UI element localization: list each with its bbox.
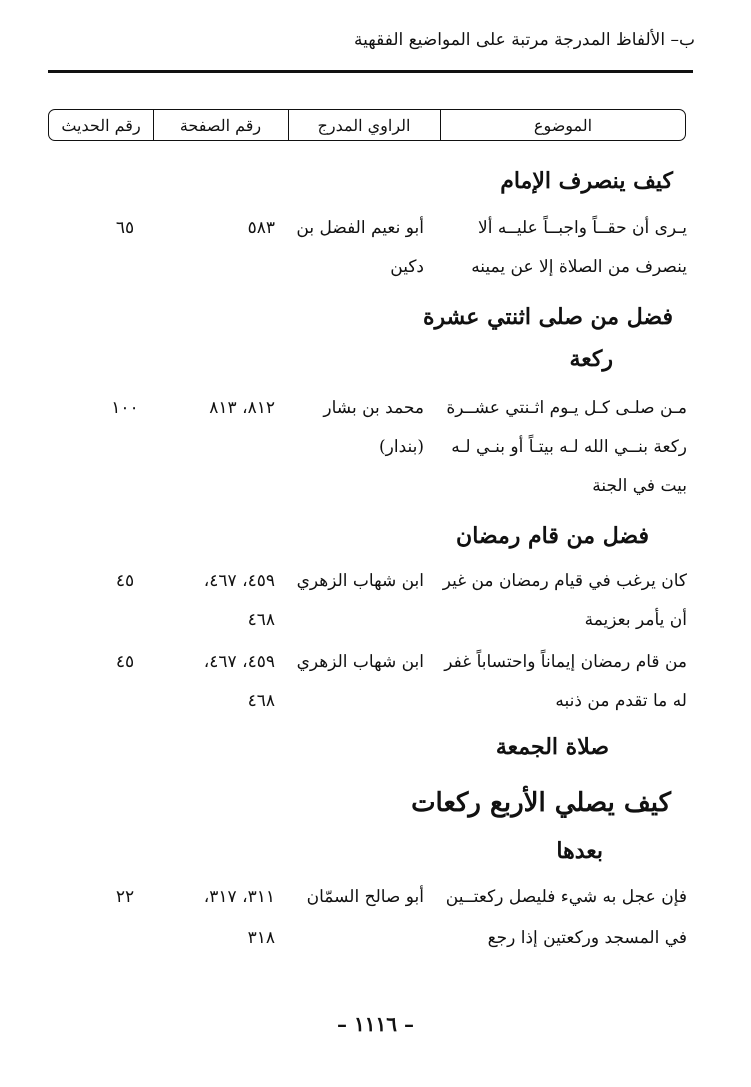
column-header xyxy=(48,109,686,141)
column-hadith: رقم الحديث xyxy=(61,115,141,135)
narrator-line: ابن شهاب الزهري xyxy=(296,571,424,591)
hadith-number: ١٠٠ xyxy=(111,398,139,418)
narrator-line: أبو نعيم الفضل بن xyxy=(296,218,424,238)
page-ref: ٨١٢، ٨١٣ xyxy=(209,398,275,418)
running-head: ب– الألفاظ المدرجة مرتبة على المواضيع الفقهية xyxy=(354,30,695,50)
section-heading: فضل من صلى اثنتي عشرة xyxy=(423,304,673,330)
hadith-number: ٦٥ xyxy=(115,218,135,238)
page-number: – ١١١٦ – xyxy=(337,1012,414,1036)
page-ref: ٤٦٨ xyxy=(247,691,275,711)
page-ref: ٤٥٩، ٤٦٧، xyxy=(203,571,275,591)
running-head-rule xyxy=(48,70,693,73)
hadith-number: ٤٥ xyxy=(115,652,135,672)
page-ref: ٣١٨ xyxy=(247,928,275,948)
topic-line: ركعة بنــي الله لـه بيتـاً أو بنـي لـه xyxy=(451,437,687,457)
section-heading-continued: ركعة xyxy=(569,346,613,372)
column-narrator: الراوي المدرج xyxy=(317,115,411,135)
column-page: رقم الصفحة xyxy=(179,115,262,135)
column-divider xyxy=(288,110,289,140)
topic-line: بيت في الجنة xyxy=(592,476,687,496)
topic-line: له ما تقدم من ذنبه xyxy=(555,691,687,711)
hadith-number: ٢٢ xyxy=(115,887,135,907)
topic-line: يـرى أن حقــاً واجبــاً عليــه ألا xyxy=(478,218,687,238)
section-heading-continued: بعدها xyxy=(556,838,603,864)
section-heading: كيف ينصرف الإمام xyxy=(500,168,673,194)
page-ref: ٣١١، ٣١٧، xyxy=(203,887,275,907)
topic-line: من قام رمضان إيماناً واحتساباً غفر xyxy=(444,652,687,672)
narrator-line: أبو صالح السمّان xyxy=(306,887,424,907)
column-divider xyxy=(153,110,154,140)
hadith-number: ٤٥ xyxy=(115,571,135,591)
column-divider xyxy=(440,110,441,140)
topic-line: كان يرغب في قيام رمضان من غير xyxy=(442,571,687,591)
narrator-line: محمد بن بشار xyxy=(323,398,424,418)
topic-line: مـن صلـى كـل يـوم اثـنتي عشــرة xyxy=(446,398,687,418)
topic-line: ينصرف من الصلاة إلا عن يمينه xyxy=(471,257,687,277)
section-heading: فضل من قام رمضان xyxy=(456,523,649,549)
section-heading: كيف يصلي الأربع ركعات xyxy=(411,788,671,818)
column-topic: الموضوع xyxy=(533,115,593,135)
narrator-line: (بندار) xyxy=(379,437,424,457)
narrator-line: دكين xyxy=(390,257,424,277)
page-ref: ٤٦٨ xyxy=(247,610,275,630)
topic-line: أن يأمر بعزيمة xyxy=(584,610,687,630)
topic-line: في المسجد وركعتين إذا رجع xyxy=(487,928,687,948)
section-heading: صلاة الجمعة xyxy=(495,734,609,760)
page-ref: ٤٥٩، ٤٦٧، xyxy=(203,652,275,672)
narrator-line: ابن شهاب الزهري xyxy=(296,652,424,672)
topic-line: فإن عجل به شيء فليصل ركعتــين xyxy=(445,887,687,907)
page-ref: ٥٨٣ xyxy=(247,218,275,238)
